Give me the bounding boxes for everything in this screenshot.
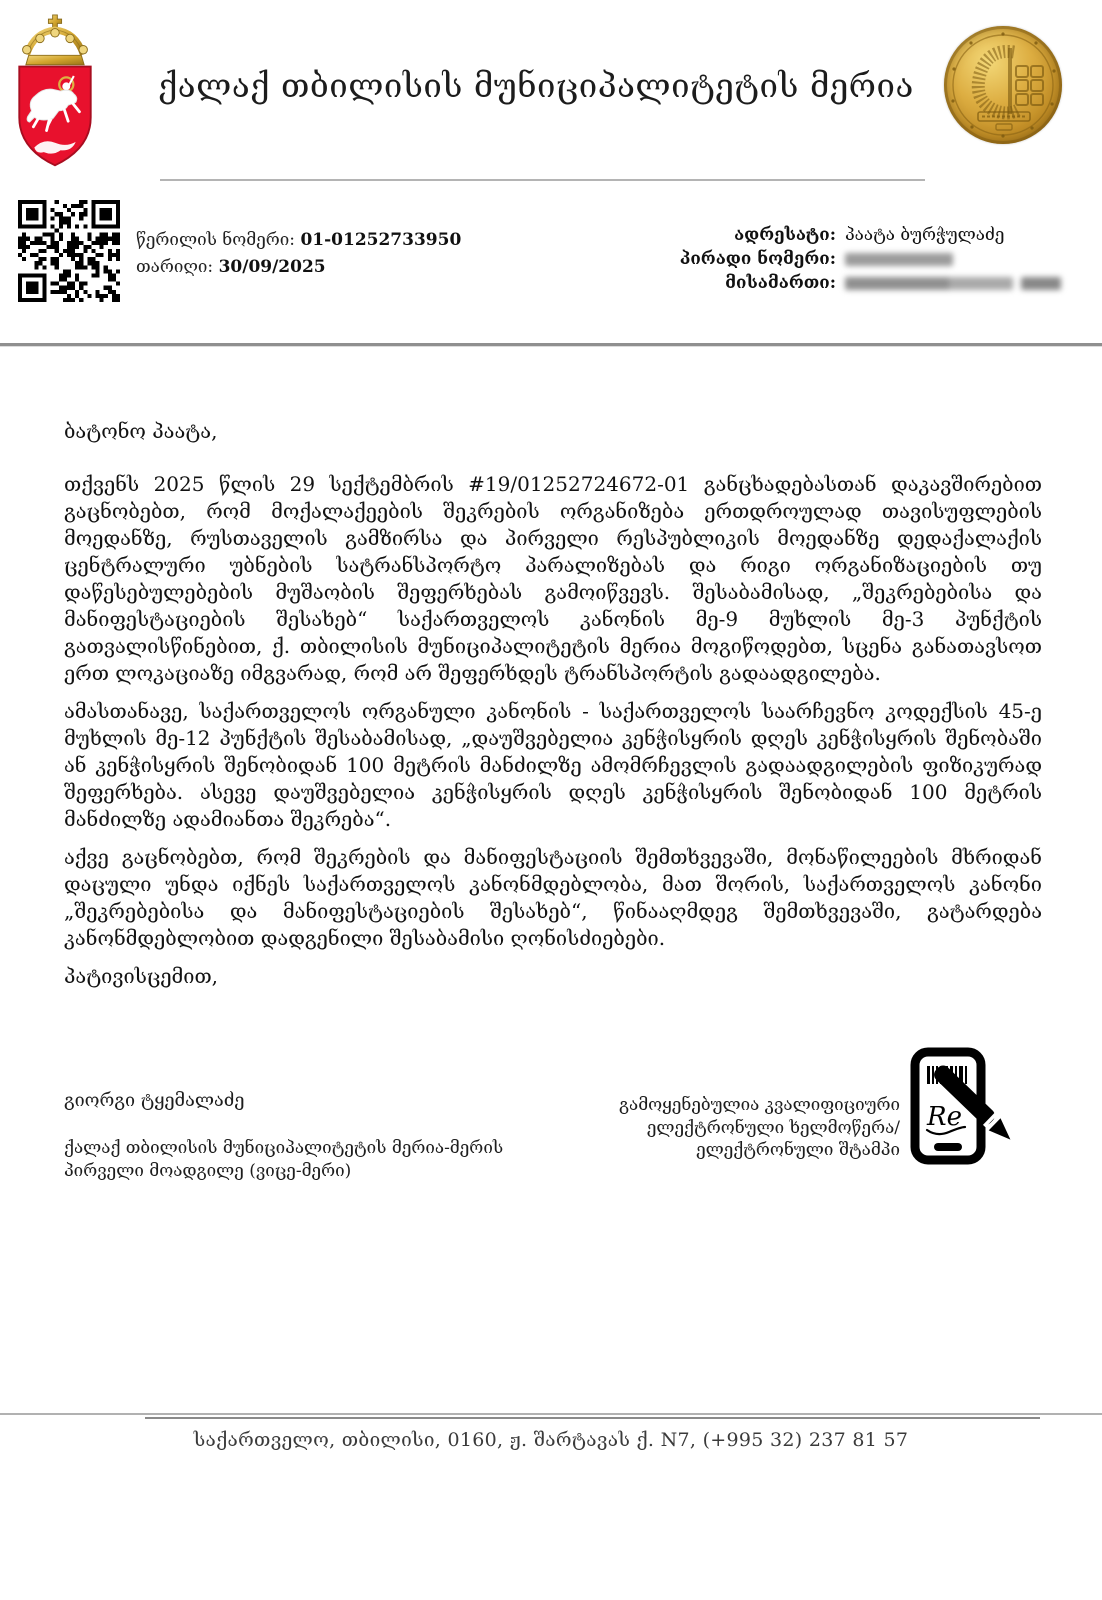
letter-number-value: 01-01252733950: [300, 230, 462, 250]
addressee-label: ადრესატი:: [734, 225, 836, 245]
letter-number-line: [136, 227, 461, 254]
title-divider: [160, 179, 925, 181]
footer-address: საქართველო, თბილისი, 0160, ჟ. შარტავას ქ. N7, (+995 32) 237 81 57: [193, 1429, 909, 1451]
signature-block: [64, 1090, 503, 1183]
esignature-stamp-icon: [903, 1046, 1017, 1166]
personal-number-label: პირადი ნომერი:: [679, 249, 836, 269]
crown-icon: [23, 15, 88, 65]
signer-name: გიორგი ტყემალაძე: [64, 1090, 245, 1111]
addressee-value: პაატა ბურჭულაძე: [845, 225, 1005, 245]
address-redacted: [836, 277, 1061, 290]
closing-salutation: პატივისცემით,: [64, 964, 219, 988]
greeting: ბატონო პაატა,: [64, 419, 218, 443]
recipient-block: [618, 223, 1064, 295]
paragraph-2: ამასთანავე, საქართველოს ორგანული კანონის - საქართველოს საარჩევნო კოდექსის 45-ე მუხლის მე-12 პუნქტის შესაბამისად, „დაუშვებელია კენჭისყრის დღეს კენჭისყრის შენობაში ან კენჭისყრის შენობიდან 100 მეტრის მანძილზე ამომრჩევლის გადაადგილების ფიზიკურად შეფერხება. ასევე დაუშვებელია კენჭისყრის დღეს კენჭისყრის შენობიდან 100 მეტრის მანძილზე ადამიანთა შეკრება“.: [64, 699, 1042, 831]
letter-date-line: [136, 254, 461, 281]
esignature-note-line2: ელექტრონული ხელმოწერა/: [646, 1117, 900, 1138]
esignature-note-line1: გამოყენებულია კვალიფიციური: [618, 1095, 900, 1115]
letter-body: [64, 418, 1042, 990]
esignature-note-line3: ელექტრონული შტამპი: [696, 1140, 900, 1160]
signer-title: [64, 1137, 503, 1183]
footer-divider-inner: [145, 1417, 1040, 1419]
address-label: მისამართი:: [725, 273, 836, 293]
address-row: [618, 271, 1064, 295]
personal-number-row: [618, 247, 1064, 271]
signer-title-line2: პირველი მოადგილე (ვიცე-მერი): [64, 1161, 352, 1181]
personal-number-redacted: [836, 253, 953, 266]
letter-date-value: 30/09/2025: [218, 257, 326, 277]
letter-date-label: თარიღი:: [136, 257, 214, 277]
esignature-note: [600, 1094, 900, 1162]
letter-meta-block: [136, 227, 461, 281]
stamp-signature-text: Re: [927, 1102, 962, 1132]
georgia-coat-of-arms-icon: [8, 8, 102, 176]
tbilisi-gold-seal-icon: [944, 26, 1062, 144]
seal-artwork: [944, 26, 1062, 144]
paragraph-3: აქვე გაცნობებთ, რომ შეკრების და მანიფესტაციის შემთხვევაში, მონაწილეების მხრიდან დაცული უნდა იქნეს საქართველოს კანონმდებლობა, მათ შორის, საქართველოს კანონი „შეკრებებისა და მანიფესტაციების შესახებ“, წინააღმდეგ შემთხვევაში, გატარდება კანონმდებლობით დადგენილი შესაბამისი ღონისძიებები.: [64, 845, 1042, 950]
paragraph-1: თქვენს 2025 წლის 29 სექტემბრის #19/01252724672-01 განცხადებასთან დაკავშირებით გაცნობებთ, რომ მოქალაქეების შეკრების ორგანიზება ერთდროულად თავისუფლების მოედანზე, რუსთაველის გამზირსა და პირველი რესპუბლიკის მოედანზე დედაქალაქის ცენტრალური უბნების სატრანსპორტო პარალიზებას და რიგი ორგანიზაციების თუ დაწესებულებების მუშაობის შეფერხებას გამოიწვევს. შესაბამისად, „შეკრებებისა და მანიფესტაციების შესახებ“ საქართველოს კანონის მე-9 მუხლის მე-3 პუნქტის გათვალისწინებით, ქ. თბილისის მუნიციპალიტეტის მერია მოგიწოდებთ, სცენა განათავსოთ ერთ ლოკაციაზე იმგვარად, რომ არ შეფერხდეს ტრანსპორტის გადაადგილება.: [64, 472, 1042, 685]
header-divider: [0, 343, 1102, 347]
footer-divider-outer: [0, 1413, 1102, 1415]
signer-title-line1: ქალაქ თბილისის მუნიციპალიტეტის მერია-მერის: [64, 1138, 504, 1158]
letter-number-label: წერილის ნომერი:: [136, 230, 296, 250]
page-title: ქალაქ თბილისის მუნიციპალიტეტის მერია: [158, 66, 914, 105]
addressee-row: [618, 223, 1064, 247]
qr-code: [18, 200, 120, 302]
